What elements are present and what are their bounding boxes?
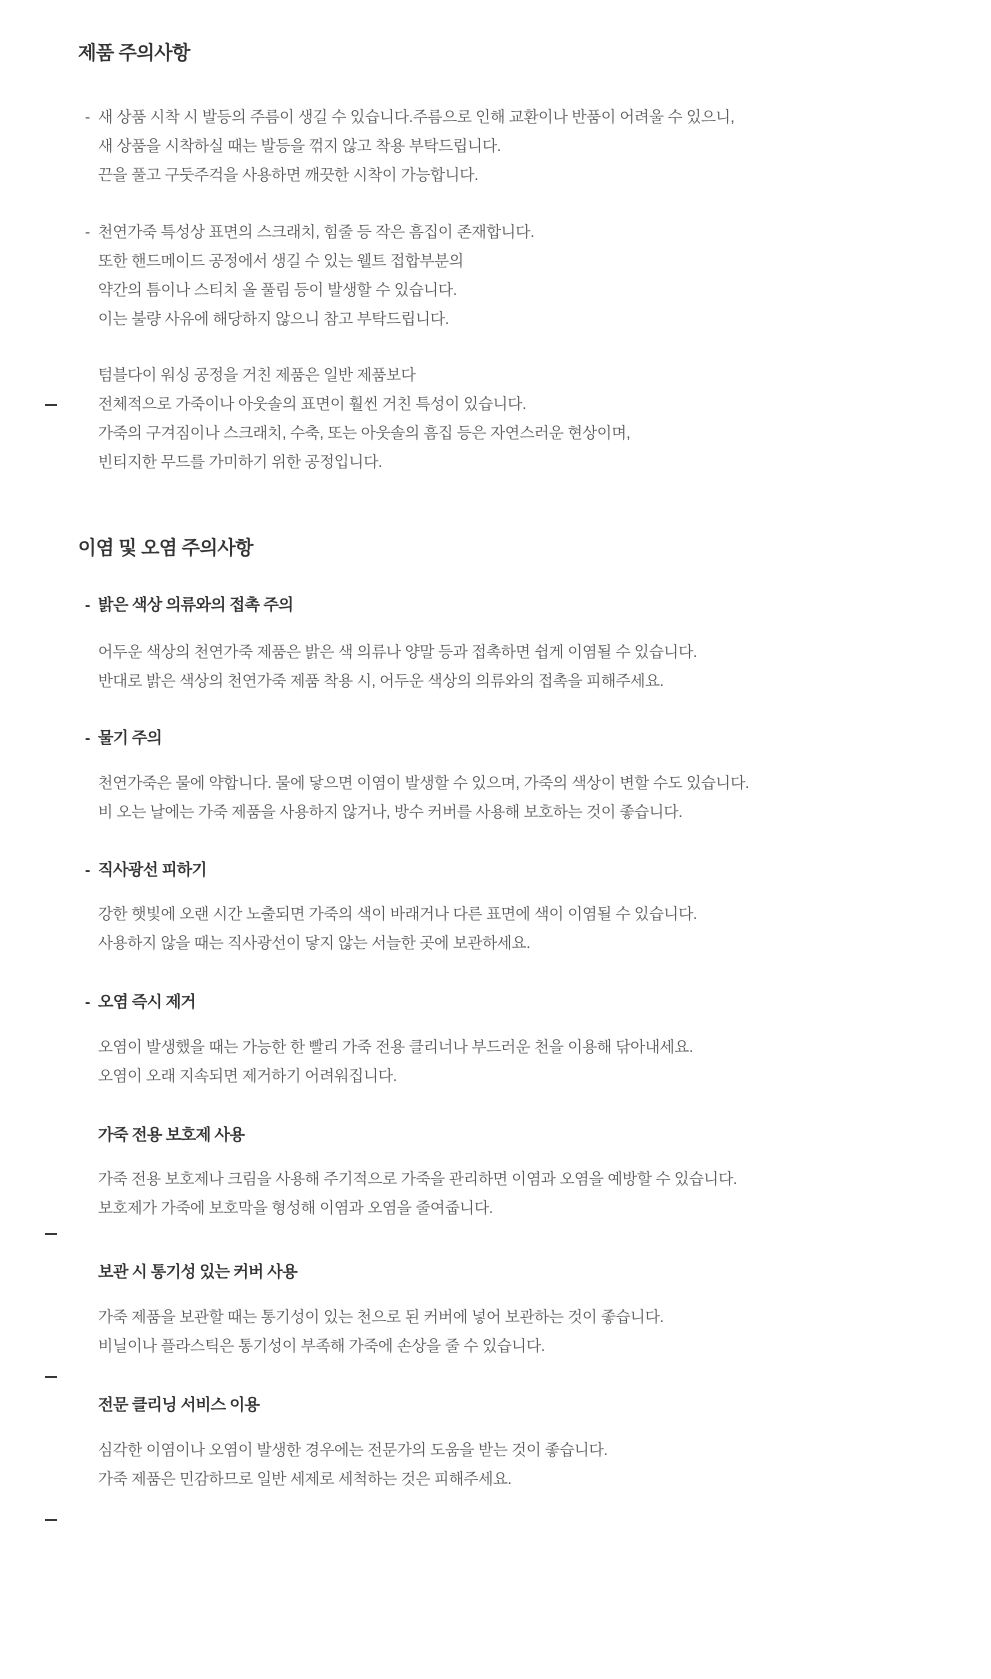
list-dash: - [85,730,90,747]
text-line: 천연가죽은 물에 약합니다. 물에 닿으면 이염이 발생할 수 있으며, 가죽의 색상이 변할 수도 있습니다. [98,775,750,792]
stray-dash-marker [45,404,57,406]
body-professional-cleaning [85,1436,608,1494]
stray-dash-marker [45,1233,57,1235]
body-light-clothing-contact [85,638,697,696]
text-line: 끈을 풀고 구둣주걱을 사용하면 깨끗한 시착이 가능합니다. [98,167,479,184]
paragraph-tumble-washing [85,361,630,477]
body-moisture-caution [85,769,749,827]
text-line: 강한 햇빛에 오랜 시간 노출되면 가죽의 색이 바래거나 다른 표면에 색이 이염될 수 있습니다. [98,906,697,923]
list-dash: - [85,862,90,879]
text-line: 새 상품 시착 시 발등의 주름이 생길 수 있습니다.주름으로 인해 교환이나 반품이 어려울 수 있으니, [98,109,735,126]
paragraph-fit-wrinkles [85,103,734,190]
text-line: 빈티지한 무드를 가미하기 위한 공정입니다. [98,454,383,471]
text-line: 비 오는 날에는 가죽 제품을 사용하지 않거나, 방수 커버를 사용해 보호하는 것이 좋습니다. [98,804,683,821]
text-line: 오염이 발생했을 때는 가능한 한 빨리 가죽 전용 클리너나 부드러운 천을 이용해 닦아내세요. [98,1039,693,1056]
text-line [85,103,734,132]
text-line: 이는 불량 사유에 해당하지 않으니 참고 부탁드립니다. [98,311,449,328]
text-line: 천연가죽 특성상 표면의 스크래치, 힘줄 등 작은 흠집이 존재합니다. [98,224,535,241]
subheading-professional-cleaning [85,1395,259,1417]
text-line: 또한 핸드메이드 공정에서 생길 수 있는 웰트 접합부분의 [98,253,464,270]
body-avoid-sunlight [85,900,697,958]
stray-dash-marker [45,1376,57,1378]
subheading-label: 전문 클리닝 서비스 이용 [98,1397,260,1414]
body-use-leather-protector [85,1165,737,1223]
text-line: 전체적으로 가죽이나 아웃솔의 표면이 훨씬 거친 특성이 있습니다. [98,396,527,413]
subheading-avoid-sunlight [85,860,207,882]
list-dash: - [85,109,90,126]
subheading-light-clothing-contact [85,595,293,617]
text-line: 약간의 틈이나 스티치 올 풀림 등이 발생할 수 있습니다. [98,282,457,299]
text-line: 사용하지 않을 때는 직사광선이 닿지 않는 서늘한 곳에 보관하세요. [98,935,531,952]
paragraph-leather-traits [85,218,534,334]
text-line: 가죽 제품은 민감하므로 일반 세제로 세척하는 것은 피해주세요. [98,1471,512,1488]
text-line: 가죽 제품을 보관할 때는 통기성이 있는 천으로 된 커버에 넣어 보관하는 것이 좋습니다. [98,1309,664,1326]
text-line: 가죽의 구겨짐이나 스크래치, 수축, 또는 아웃솔의 흠집 등은 자연스러운 현상이며, [98,425,631,442]
body-remove-stains-immediately [85,1033,693,1091]
text-line: 새 상품을 시착하실 때는 발등을 꺾지 않고 착용 부탁드립니다. [98,138,501,155]
subheading-remove-stains-immediately [85,992,196,1014]
text-line: 텀블다이 워싱 공정을 거친 제품은 일반 제품보다 [98,367,416,384]
subheading-label: 오염 즉시 제거 [98,994,196,1011]
subheading-label: 가죽 전용 보호제 사용 [98,1127,245,1144]
section-title-stain: 이염 및 오염 주의사항 [78,538,254,559]
text-line: 비닐이나 플라스틱은 통기성이 부족해 가죽에 손상을 줄 수 있습니다. [98,1338,545,1355]
subheading-moisture-caution [85,728,162,750]
list-dash: - [85,994,90,1011]
text-line: 가죽 전용 보호제나 크림을 사용해 주기적으로 가죽을 관리하면 이염과 오염을 예방할 수 있습니다. [98,1171,738,1188]
subheading-label: 직사광선 피하기 [98,862,207,879]
text-line: 심각한 이염이나 오염이 발생한 경우에는 전문가의 도움을 받는 것이 좋습니다. [98,1442,608,1459]
subheading-label: 보관 시 통기성 있는 커버 사용 [98,1264,298,1281]
section-title-product: 제품 주의사항 [78,43,190,64]
stray-dash-marker [45,1519,57,1521]
subheading-label: 물기 주의 [98,730,162,747]
subheading-label: 밝은 색상 의류와의 접촉 주의 [98,597,294,614]
list-dash: - [85,224,90,241]
subheading-use-leather-protector [85,1125,244,1147]
body-breathable-cover-storage [85,1303,664,1361]
text-line: 반대로 밝은 색상의 천연가죽 제품 착용 시, 어두운 색상의 의류와의 접촉을 피해주세요. [98,673,664,690]
text-line: 어두운 색상의 천연가죽 제품은 밝은 색 의류나 양말 등과 접촉하면 쉽게 이염될 수 있습니다. [98,644,697,661]
list-dash: - [85,597,90,614]
subheading-breathable-cover-storage [85,1262,297,1284]
text-line: 오염이 오래 지속되면 제거하기 어려워집니다. [98,1068,397,1085]
text-line: 보호제가 가죽에 보호막을 형성해 이염과 오염을 줄여줍니다. [98,1200,493,1217]
text-line [85,218,534,247]
